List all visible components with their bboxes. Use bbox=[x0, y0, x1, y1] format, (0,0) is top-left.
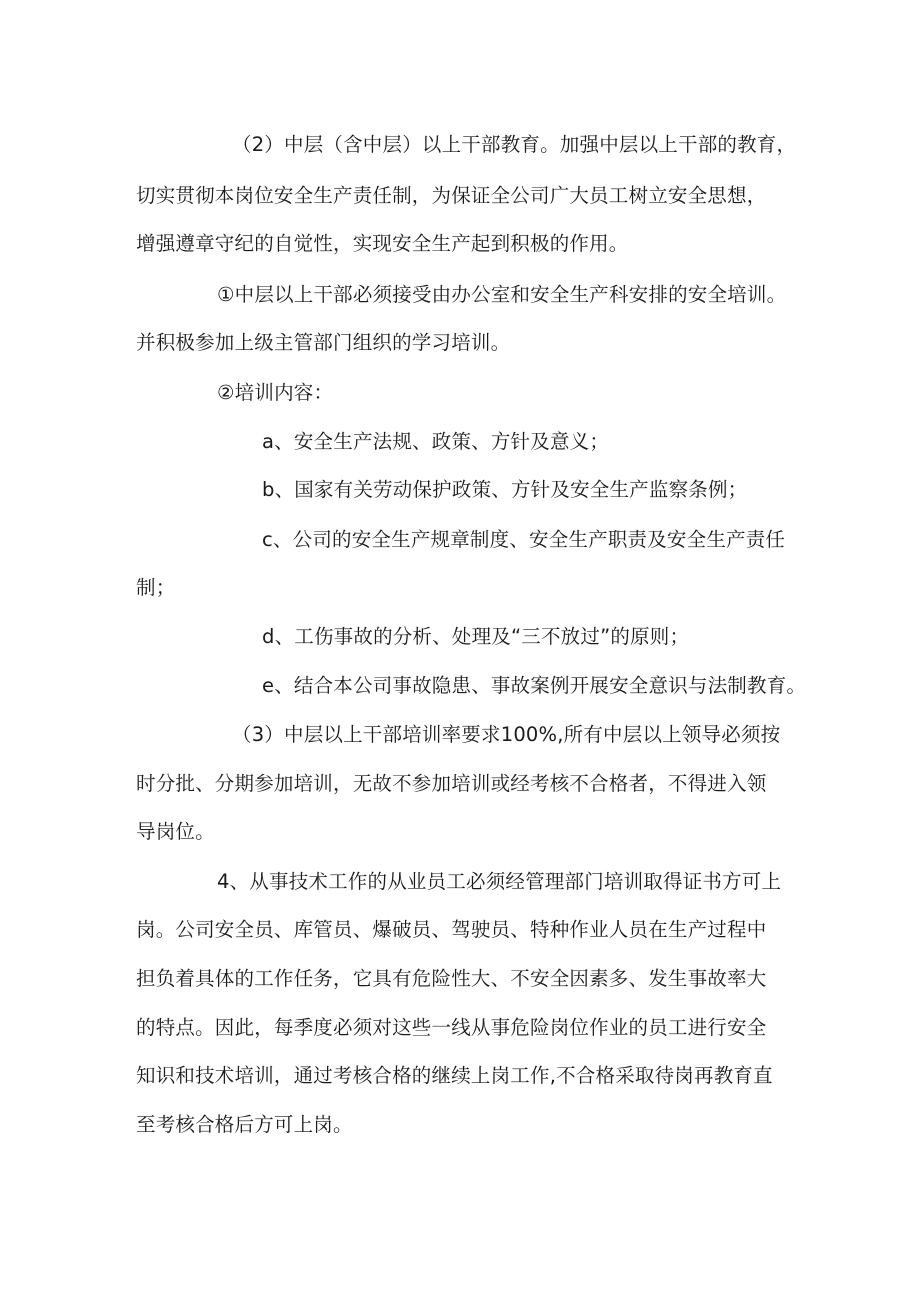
paragraph-4-line-5: 知识和技术培训，通过考核合格的继续上岗工作,不合格采取待岗再教育直 bbox=[136, 1064, 773, 1087]
paragraph-3-line-2: 时分批、分期参加培训，无故不参加培训或经考核不合格者，不得进入领 bbox=[136, 772, 767, 795]
paragraph-4-line-6: 至考核合格后方可上岗。 bbox=[136, 1113, 353, 1136]
paragraph-3-line-1: （3）中层以上干部培训率要求100%,所有中层以上领导必须按 bbox=[232, 723, 781, 746]
paragraph-4-line-4: 的特点。因此，每季度必须对这些一线从事危险岗位作业的员工进行安全 bbox=[136, 1016, 767, 1039]
content-c-line-1: c、公司的安全生产规章制度、安全生产职责及安全生产责任 bbox=[262, 528, 786, 551]
content-e: e、结合本公司事故隐患、事故案例开展安全意识与法制教育。 bbox=[262, 674, 807, 697]
paragraph-2-line-1: （2）中层（含中层）以上干部教育。加强中层以上干部的教育， bbox=[232, 133, 797, 156]
paragraph-3-line-3: 导岗位。 bbox=[136, 820, 215, 843]
content-b: b、国家有关劳动保护政策、方针及安全生产监察条例； bbox=[262, 478, 748, 501]
content-c-line-2: 制； bbox=[136, 576, 176, 599]
item-1-line-2: 并积极参加上级主管部门组织的学习培训。 bbox=[136, 331, 511, 354]
paragraph-2-line-3: 增强遵章守纪的自觉性，实现安全生产起到积极的作用。 bbox=[136, 232, 629, 255]
content-a: a、安全生产法规、政策、方针及意义； bbox=[262, 430, 610, 453]
paragraph-2-line-2: 切实贯彻本岗位安全生产责任制，为保证全公司广大员工树立安全思想， bbox=[136, 184, 767, 207]
paragraph-4-line-3: 担负着具体的工作任务，它具有危险性大、不安全因素多、发生事故率大 bbox=[136, 967, 767, 990]
paragraph-4-line-1: 4、从事技术工作的从业员工必须经管理部门培训取得证书方可上 bbox=[217, 870, 782, 893]
item-1-line-1: ①中层以上干部必须接受由办公室和安全生产科安排的安全培训。 bbox=[217, 283, 787, 306]
content-d: d、工伤事故的分析、处理及“三不放过”的原则； bbox=[262, 625, 690, 648]
paragraph-4-line-2: 岗。公司安全员、库管员、爆破员、驾驶员、特种作业人员在生产过程中 bbox=[136, 918, 767, 941]
item-2-heading: ②培训内容： bbox=[217, 381, 334, 404]
